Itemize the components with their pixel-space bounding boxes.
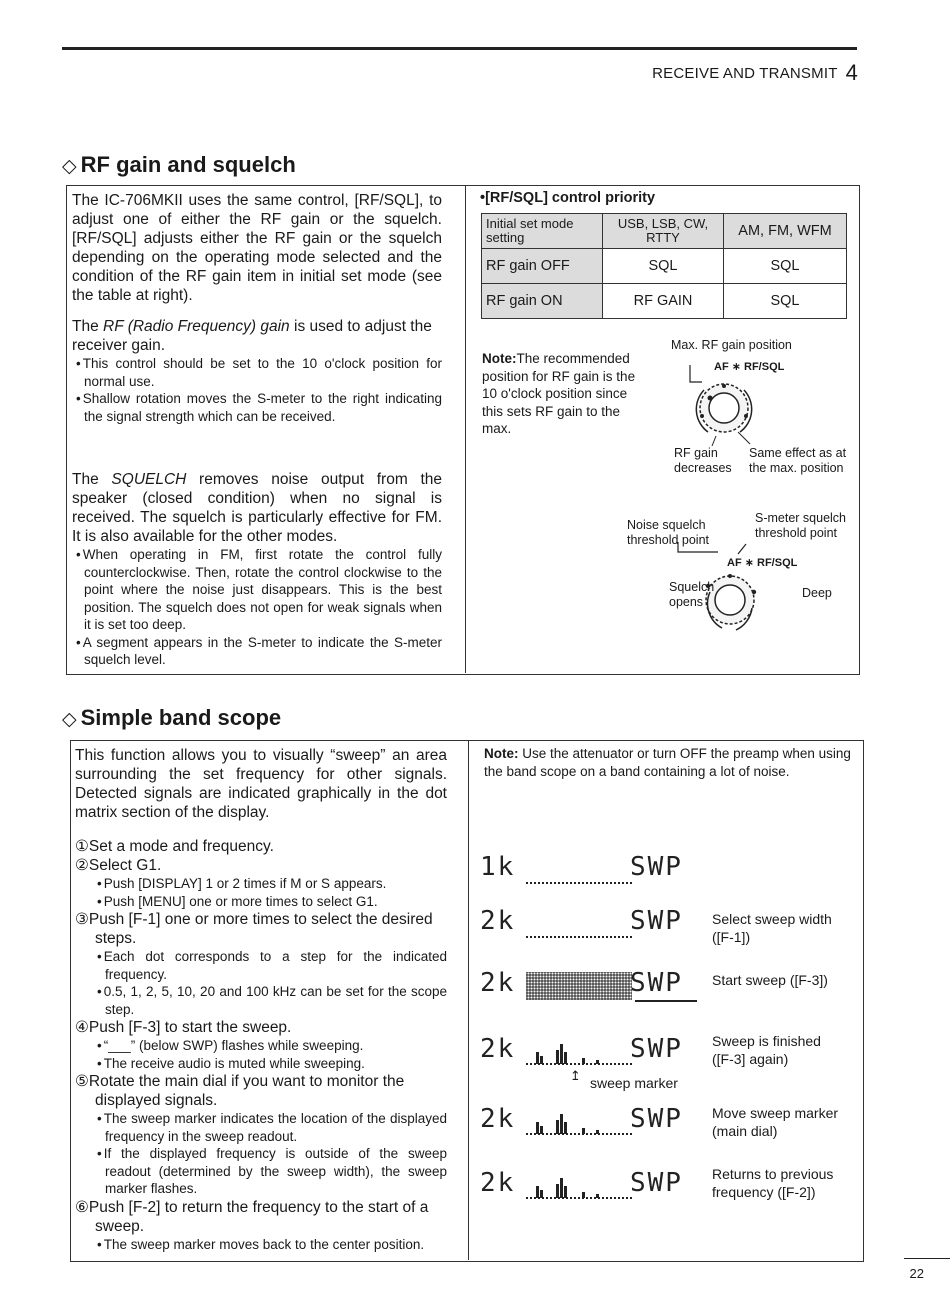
table-cell: RF GAIN bbox=[603, 284, 724, 319]
lcd-width-readout: 1k bbox=[480, 852, 516, 882]
lcd-width-readout: 2k bbox=[480, 1034, 516, 1064]
lcd-display bbox=[480, 852, 700, 892]
lcd-width-readout: 2k bbox=[480, 968, 516, 998]
rf-note bbox=[482, 350, 650, 438]
swp-underline-flashing bbox=[635, 1000, 697, 1002]
table-cell: SQL bbox=[724, 284, 847, 319]
priority-table bbox=[481, 213, 847, 319]
lcd-scope-trace bbox=[526, 1036, 632, 1066]
squelch-description: The SQUELCH removes noise output from the speaker (closed condition) when no signal is received. The squelch is particularly effective for FM. It is also available for the other modes. bbox=[72, 471, 443, 545]
chapter-title: RECEIVE AND TRANSMIT bbox=[652, 65, 838, 82]
squelch-bullet: • When operating in FM, first rotate the control fully counterclockwise. Then, rotate the control clockwise to the point where the noise just disappears. This is the best position. The squelch does not open for weak signals when it is set too deep. bbox=[72, 546, 442, 634]
lcd-scope-baseline bbox=[526, 882, 632, 884]
diamond-icon: ◇ bbox=[62, 156, 77, 177]
lcd-display bbox=[480, 1104, 700, 1144]
step-note: • Push [MENU] one or more times to select G1. bbox=[75, 893, 447, 911]
lcd-scope-baseline bbox=[526, 936, 632, 938]
lcd-display bbox=[480, 968, 700, 1014]
note-text: Use the attenuator or turn OFF the preamp when using the band scope on a band containing a lot of noise. bbox=[484, 746, 851, 779]
step-note: • “___” (below SWP) flashes while sweeping. bbox=[75, 1037, 447, 1055]
step-item: ⑥Push [F-2] to return the frequency to the start of a sweep. • The sweep marker moves back to the center position. bbox=[75, 1198, 447, 1254]
table-header-cell: USB, LSB, CW, RTTY bbox=[603, 214, 724, 249]
display-caption: Select sweep width ([F-1]) bbox=[712, 911, 832, 945]
lcd-display bbox=[480, 1034, 700, 1094]
scope-note bbox=[484, 745, 852, 780]
rf-left-column bbox=[72, 191, 442, 669]
lcd-display bbox=[480, 1168, 700, 1208]
rf-gain-description: The RF (Radio Frequency) gain is used to adjust the receiver gain. bbox=[72, 318, 432, 354]
step-item: ①Set a mode and frequency. bbox=[75, 838, 274, 855]
note-label: Note: bbox=[482, 351, 517, 366]
rf-bullet: • Shallow rotation moves the S-meter to the right indicating the signal strength which can be received. bbox=[72, 390, 442, 425]
lcd-swp-readout: SWP bbox=[630, 906, 683, 936]
table-row-label: RF gain OFF bbox=[482, 249, 603, 284]
same-effect-label: Same effect as at the max. position bbox=[749, 446, 847, 475]
squelch-opens-label: Squelch opens bbox=[669, 580, 715, 609]
display-caption: Move sweep marker (main dial) bbox=[712, 1105, 839, 1139]
rf-gain-decreases-label: RF gain decreases bbox=[674, 446, 732, 475]
lcd-scope-trace bbox=[526, 1106, 632, 1136]
lcd-swp-readout: SWP bbox=[630, 852, 683, 882]
note-text: The recommended position for RF gain is the 10 o'clock position since this sets RF gain to the max. bbox=[482, 351, 636, 436]
step-note: • If the displayed frequency is outside of the sweep readout (determined by the sweep width), the sweep marker flashes. bbox=[75, 1145, 447, 1198]
lcd-width-readout: 2k bbox=[480, 1168, 516, 1198]
display-caption: Returns to previous frequency ([F-2]) bbox=[712, 1166, 834, 1200]
step-item: ⑤Rotate the main dial if you want to monitor the displayed signals. • The sweep marker indicates the location of the displayed frequency in the sweep readout. • If the displayed frequency is outside of the sweep readout (determined by the sweep width), the sweep marker flashes. bbox=[75, 1072, 447, 1198]
priority-title: •[RF/SQL] control priority bbox=[480, 190, 656, 206]
table-row-label: RF gain ON bbox=[482, 284, 603, 319]
lcd-width-readout: 2k bbox=[480, 906, 516, 936]
note-label: Note: bbox=[484, 746, 519, 761]
scope-left-column bbox=[75, 746, 447, 1253]
lcd-swp-readout: SWP bbox=[630, 1104, 683, 1134]
table-cell: SQL bbox=[724, 249, 847, 284]
smeter-threshold-label: S-meter squelch threshold point bbox=[755, 511, 847, 540]
max-rf-gain-label: Max. RF gain position bbox=[671, 338, 792, 352]
scope-section-title: ◇ Simple band scope bbox=[62, 705, 282, 730]
step-note: • Each dot corresponds to a step for the indicated frequency. bbox=[75, 948, 447, 983]
step-note: • The sweep marker moves back to the center position. bbox=[75, 1236, 447, 1254]
deep-label: Deep bbox=[802, 586, 832, 600]
scope-divider bbox=[468, 740, 469, 1260]
footer-rule bbox=[904, 1258, 950, 1259]
page-header bbox=[652, 60, 858, 86]
step-note: • The sweep marker indicates the location of the displayed frequency in the sweep readout. bbox=[75, 1110, 447, 1145]
diamond-icon: ◇ bbox=[62, 709, 77, 730]
page-number: 22 bbox=[909, 1266, 924, 1281]
display-caption: Start sweep ([F-3]) bbox=[712, 972, 828, 988]
lcd-swp-readout: SWP bbox=[630, 1034, 683, 1064]
rf-bullet: • This control should be set to the 10 o'clock position for normal use. bbox=[72, 355, 442, 390]
lcd-display bbox=[480, 906, 700, 946]
lcd-scope-matrix bbox=[526, 972, 632, 1000]
lcd-swp-readout: SWP bbox=[630, 968, 683, 998]
lcd-swp-readout: SWP bbox=[630, 1168, 683, 1198]
table-header-cell: Initial set mode setting bbox=[482, 214, 603, 249]
step-note: • The receive audio is muted while sweeping. bbox=[75, 1055, 447, 1073]
top-rule bbox=[62, 47, 857, 50]
rf-divider bbox=[465, 185, 466, 673]
rf-intro: The IC-706MKII uses the same control, [RF/SQL], to adjust one of either the RF gain or the squelch. [RF/SQL] adjusts either the RF gain or the squelch depending on the operating mode selected and the condition of the RF gain item in initial set mode (see the table at right). bbox=[72, 192, 442, 304]
table-cell: SQL bbox=[603, 249, 724, 284]
display-caption: Sweep is finished ([F-3] again) bbox=[712, 1033, 821, 1067]
step-note: • 0.5, 1, 2, 5, 10, 20 and 100 kHz can be set for the scope step. bbox=[75, 983, 447, 1018]
scope-steps bbox=[75, 837, 447, 1253]
noise-threshold-label: Noise squelch threshold point bbox=[627, 518, 710, 547]
table-header-cell: AM, FM, WFM bbox=[724, 214, 847, 249]
lcd-scope-trace bbox=[526, 1170, 632, 1200]
knob-label: AF ∗ RF/SQL bbox=[714, 361, 785, 373]
chapter-number: 4 bbox=[845, 60, 858, 85]
step-item: ②Select G1. • Push [DISPLAY] 1 or 2 times if M or S appears. • Push [MENU] one or more times to select G1. bbox=[75, 856, 447, 910]
lcd-width-readout: 2k bbox=[480, 1104, 516, 1134]
step-note: • Push [DISPLAY] 1 or 2 times if M or S appears. bbox=[75, 875, 447, 893]
step-item: ④Push [F-3] to start the sweep. • “___” (below SWP) flashes while sweeping. • The receive audio is muted while sweeping. bbox=[75, 1018, 447, 1072]
squelch-bullet: • A segment appears in the S-meter to indicate the S-meter squelch level. bbox=[72, 634, 442, 669]
rf-knob-diagram bbox=[680, 360, 790, 450]
step-item: ③Push [F-1] one or more times to select the desired steps. • Each dot corresponds to a step for the indicated frequency. • 0.5, 1, 2, 5, 10, 20 and 100 kHz can be set for the scope step. bbox=[75, 910, 447, 1018]
knob-label: AF ∗ RF/SQL bbox=[727, 557, 798, 569]
rf-section-title: ◇ RF gain and squelch bbox=[62, 152, 296, 177]
sweep-marker-arrow-icon: ↥ bbox=[570, 1068, 581, 1083]
sweep-marker-label: sweep marker bbox=[590, 1075, 678, 1091]
scope-intro: This function allows you to visually “sweep” an area surrounding the set frequency for other signals. Detected signals are indicated graphically in the dot matrix section of the display. bbox=[75, 747, 447, 821]
